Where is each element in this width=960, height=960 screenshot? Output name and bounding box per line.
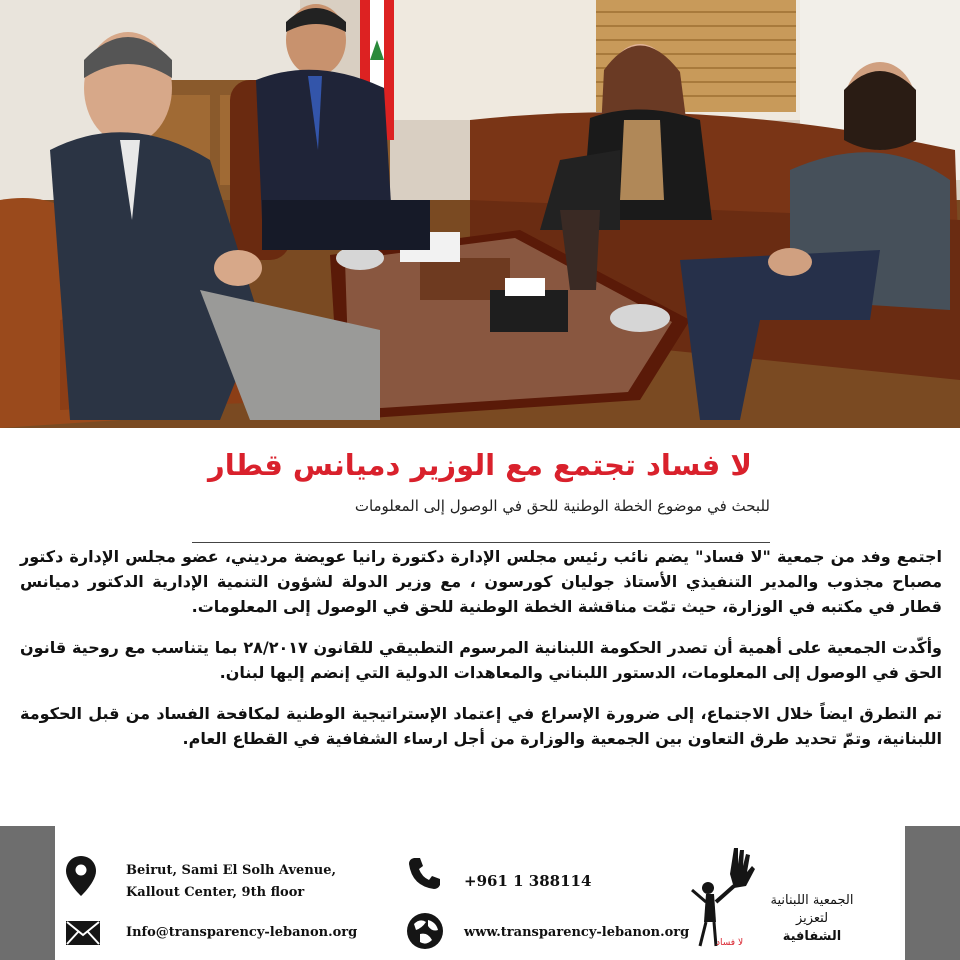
paragraph: اجتمع وفد من جمعية "لا فساد" يضم نائب رئيس مجلس الإدارة دكتورة رانيا عويضة مرديني، عضو مجلس الإدارة دكتور مصباح مجذوب والمدير التنفيذي الأستاذ جوليان كورسون ، مع وزير الدولة لشؤون التنمية الإدارية الدكتور دميانس قطار في مكتبه في الوزارة، حيث تمّت مناقشة الخطة الوطنية للحق في الوصول إلى المعلومات.	[20, 547, 942, 616]
footer-bar-right	[905, 826, 960, 960]
footer	[0, 826, 960, 960]
logo-wordmark	[762, 892, 862, 946]
logo-tagline: لا فساد	[716, 938, 744, 948]
email-link[interactable]: Info@transparency-lebanon.org	[126, 925, 358, 940]
divider	[192, 542, 770, 543]
phone-number[interactable]: +961 1 388114	[464, 872, 592, 890]
globe-icon	[406, 912, 444, 954]
logo-line-1: الجمعية اللبنانية	[770, 893, 854, 908]
footer-bar-left	[0, 826, 55, 960]
location-pin-icon	[66, 856, 96, 900]
paragraph: وأكّدت الجمعية على أهمية أن تصدر الحكومة اللبنانية المرسوم التطبيقي للقانون ٢٨/٢٠١٧ بما يتناسب مع روحية قانون الحق في الوصول إلى المعلومات، الدستور اللبناني والمعاهدات الدولية التي إنضم إليها لبنان.	[20, 638, 943, 682]
phone-icon	[408, 856, 442, 894]
logo-line-2: لتعزيز	[795, 911, 829, 926]
website-link[interactable]: www.transparency-lebanon.org	[464, 925, 690, 940]
envelope-icon	[66, 921, 100, 949]
article-headline: لا فساد تجتمع مع الوزير دميانس قطار	[208, 448, 752, 482]
paragraph: تم التطرق ايضاً خلال الاجتماع، إلى ضرورة الإسراع في إعتماد الإستراتيجية الوطنية لمكافحة الفساد من قبل الحكومة اللبنانية، وتمّ تحديد طرق التعاون بين الجمعية والوزارة من أجل ارساء الشفافية في القطاع العام.	[20, 704, 942, 748]
logo-line-3: الشفافية	[782, 929, 842, 944]
article-body	[20, 544, 942, 767]
meeting-photo	[0, 0, 960, 428]
article-subheadline: للبحث في موضوع الخطة الوطنية للحق في الوصول إلى المعلومات	[354, 497, 770, 515]
address-line-1: Beirut, Sami El Solh Avenue,	[126, 863, 337, 878]
article	[0, 428, 960, 826]
address-line-2: Kallout Center, 9th floor	[126, 885, 305, 900]
address	[126, 860, 336, 904]
